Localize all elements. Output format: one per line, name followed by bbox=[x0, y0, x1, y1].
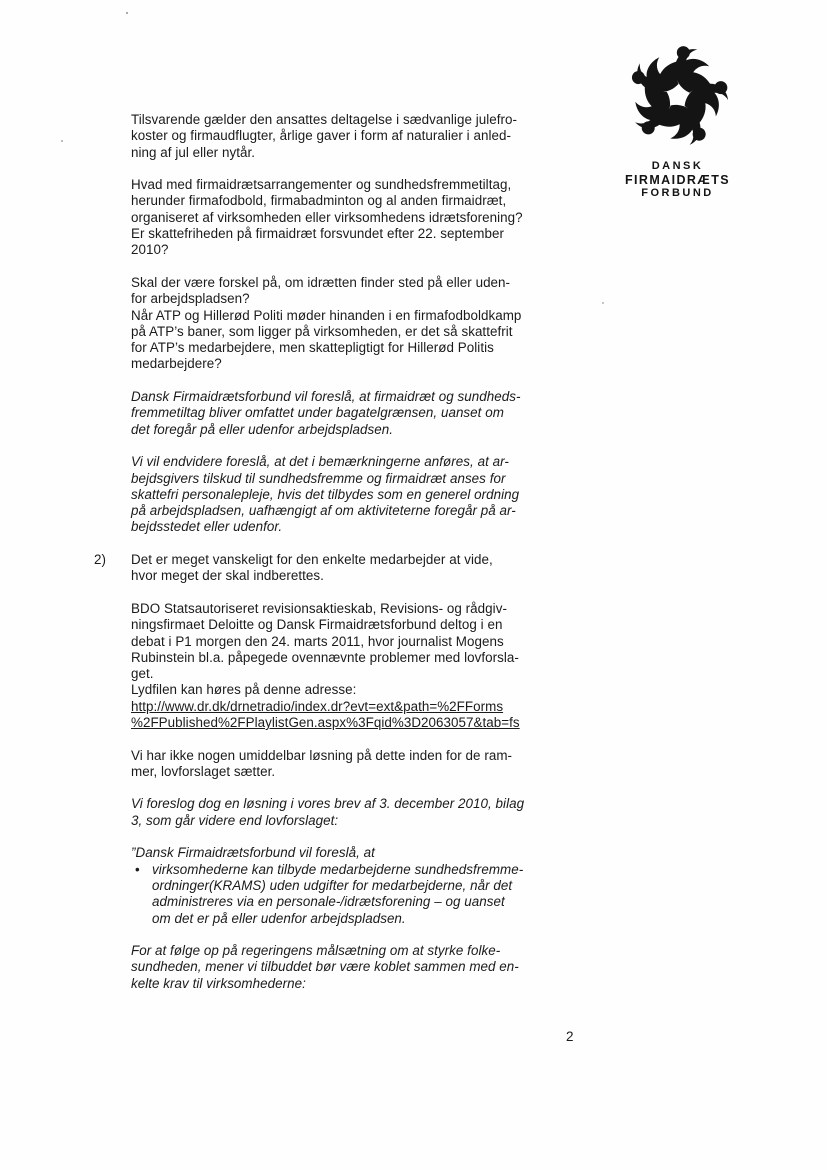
para-forslag-bagatelgraense: Dansk Firmaidrætsforbund vil foreslå, at firmaidræt og sundheds- fremmetiltag bliver omfattet under bagatelgrænsen, uanset om det foregår på eller udenfor arbejdspladsen. bbox=[131, 389, 521, 437]
page-number: 2 bbox=[566, 1029, 574, 1044]
para-forslag-bemaerkninger: Vi vil endvidere foreslå, at det i bemærkningerne anføres, at ar- bejdsgivers tilskud til sundhedsfremme og firmaidræt anses for skattefri personalepleje, hvis det tilbydes som en generel ordning på arbejdspladsen, uafhængigt af om aktiviteterne foregår på ar- bejdsstedet eller udenfor. bbox=[131, 454, 520, 535]
organisation-logo bbox=[607, 44, 748, 201]
org-name-line3: FORBUND bbox=[641, 187, 714, 199]
para-foreslog-loesning: Vi foreslog dog en løsning i vores brev af 3. december 2010, bilag 3, som går videre end lovforslaget: bbox=[131, 796, 525, 828]
scan-speckle bbox=[602, 302, 604, 304]
para-citat-indledning: ”Dansk Firmaidrætsforbund vil foreslå, at bbox=[131, 845, 375, 861]
para-ingen-loesning: Vi har ikke nogen umiddelbar løsning på dette inden for de ram- mer, lovforslaget sætter. bbox=[131, 747, 513, 779]
org-name-line1: DANSK bbox=[651, 160, 704, 172]
bullet-item-krams bbox=[131, 862, 603, 927]
five-dancers-star-icon bbox=[623, 44, 733, 148]
para-folkesundhed: For at følge op på regeringens målsætning om at styrke folke- sundheden, mener vi tilbuddet bør være koblet sammen med en- kelte krav til virksomhederne: bbox=[131, 943, 519, 991]
numbered-item-2-text: Det er meget vanskeligt for den enkelte medarbejder at vide, hvor meget der skal indberettes. bbox=[131, 552, 493, 584]
para-forskel-arbejdsplads: Skal der være forskel på, om idrætten finder sted på eller uden- for arbejdspladsen? Når ATP og Hillerød Politi møder hinanden i en firmafodboldkamp på ATP’s baner, som ligger på virksomheden, er det så skattefrit for ATP’s medarbejdere, men skattepligtigt for Hillerød Politis medarbejdere? bbox=[131, 274, 522, 372]
para-firmaidraet-spoergsmaal: Hvad med firmaidrætsarrangementer og sundhedsfremmetiltag, herunder firmafodbold, firmabadminton og al anden firmaidræt, organiseret af virksomheden eller virksomhedens idrætsforening? Er skattefriheden på firmaidræt forsvundet efter 22. september 2010? bbox=[131, 177, 523, 258]
document-body bbox=[94, 112, 603, 1008]
bullet-item-krams-text: virksomhederne kan tilbyde medarbejderne sundhedsfremme- ordninger(KRAMS) uden udgifter for medarbejderne, når det administreres via en personale-/idrætsforening – og uanset om det er på eller udenfor arbejdspladsen. bbox=[152, 861, 524, 926]
audio-file-link[interactable]: http://www.dr.dk/drnetradio/index.dr?evt=ext&path=%2FForms %2FPublished%2FPlaylistGen.aspx%3Fqid%3D2063057&tab=fs bbox=[131, 698, 520, 730]
org-name-line2: FIRMAIDRÆTS bbox=[625, 172, 730, 187]
para-bdo-debat: BDO Statsautoriseret revisionsaktieskab, Revisions- og rådgiv- ningsfirmaet Deloitte og Dansk Firmaidrætsforbund deltog i en debat i P1 morgen den 24. marts 2011, hvor journalist Mogens Rubinstein bl.a. påpegede ovennævnte problemer med lovforsla- get. Lydfilen kan høres på denne adresse: bbox=[131, 600, 519, 698]
scan-speckle bbox=[61, 140, 63, 142]
para-julefrokost: Tilsvarende gælder den ansattes deltagelse i sædvanlige julefro- koster og firmaudflugter, årlige gaver i form af naturalier i anled- ning af jul eller nytår. bbox=[131, 112, 518, 160]
numbered-item-2 bbox=[94, 552, 603, 585]
numbered-item-2-marker: 2) bbox=[94, 552, 107, 568]
scan-speckle bbox=[126, 12, 128, 14]
organisation-name bbox=[607, 160, 748, 201]
bullet-icon: • bbox=[135, 861, 140, 877]
